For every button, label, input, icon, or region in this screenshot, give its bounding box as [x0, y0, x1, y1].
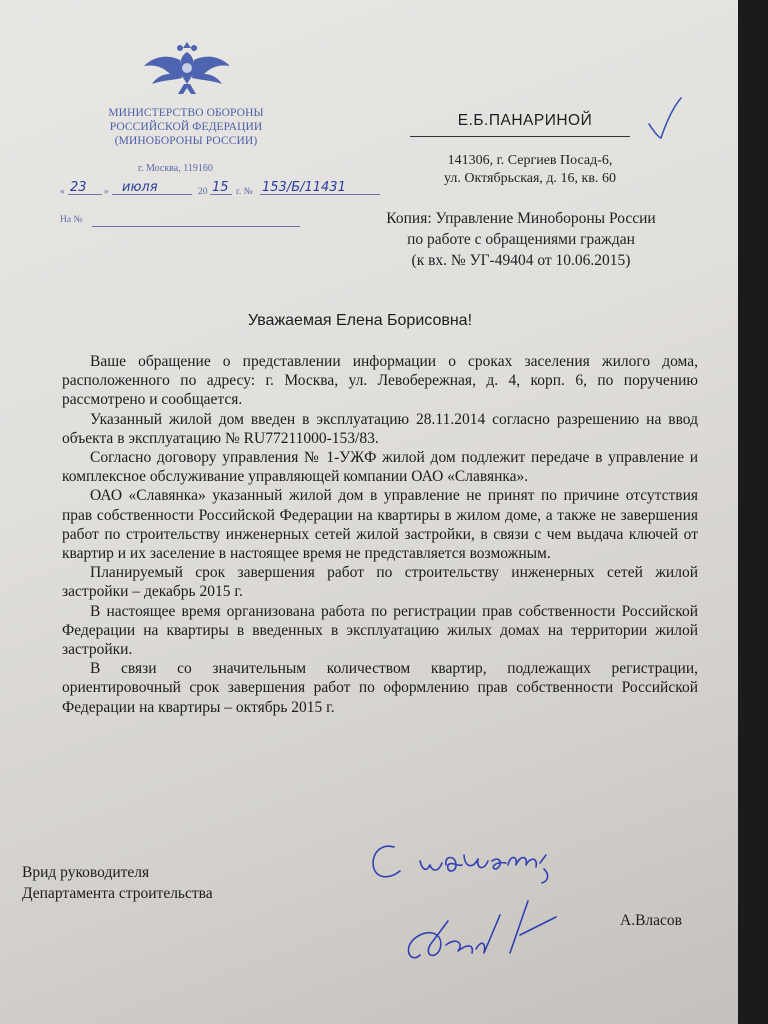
- paragraph-7: В связи со значительным количеством квартир, подлежащих регистрации, ориентировочный срок завершения работ по оформлению прав собственности Российской Федерации на квартиры – октябрь 2015 г.: [62, 660, 698, 716]
- position-line-1: Врид руководителя: [22, 864, 150, 881]
- date-month: июля: [122, 180, 158, 195]
- na-line: [92, 214, 300, 227]
- paragraph-4: ОАО «Славянка» указанный жилой дом в управление не принят по причине отсутствия прав собственности Российской Федерации на квартиры в жилом доме, а также не завершения работ по строительству инженерных сетей жилой застройки, в связи с чем выдача ключей от квартир и их заселение в настоящее время не представляется возможным.: [62, 487, 698, 563]
- paragraph-3: Согласно договору управления № 1-УЖФ жилой дом подлежит передаче в управление и комплексное обслуживание управляющей компании ОАО «Славянка».: [62, 449, 698, 486]
- ministry-header: [86, 106, 286, 148]
- recipient-address: [418, 152, 642, 188]
- copy-line-1: Копия: Управление Минобороны России: [386, 210, 656, 227]
- address-line-1: 141306, г. Сергиев Посад-6,: [447, 153, 613, 168]
- paragraph-5: Планируемый срок завершения работ по строительству инженерных сетей жилой застройки – декабрь 2015 г.: [62, 564, 698, 601]
- paragraph-6: В настоящее время организована работа по регистрации прав собственности Российской Федерации на квартиры в введенных в эксплуатацию жилых домах на территории жилой застройки.: [62, 602, 698, 659]
- greeting: Уважаемая Елена Борисовна!: [247, 312, 473, 329]
- year-prefix: 20: [198, 187, 208, 197]
- paragraph-1: Ваше обращение о представлении информации о сроках заселения жилого дома, расположенного по адресу: г. Москва, ул. Левобережная, д. 4, корп. 6, по поручению рассмотрено и сообщается.: [62, 353, 698, 409]
- recipient-underline: [410, 136, 630, 137]
- signer-name: А.Власов: [620, 912, 682, 929]
- position-line-2: Департамента строительства: [22, 885, 213, 902]
- na-label: На №: [60, 215, 83, 225]
- ministry-city: г. Москва, 119160: [138, 163, 213, 174]
- ministry-line-3: (МИНОБОРОНЫ РОССИИ): [114, 135, 258, 147]
- ministry-line-1: МИНИСТЕРСТВО ОБОРОНЫ: [108, 107, 264, 119]
- year-label: г. №: [236, 187, 253, 197]
- paragraph-2: Указанный жилой дом введен в эксплуатацию 28.11.2014 согласно разрешению на ввод объекта в эксплуатацию № RU77211000-153/83.: [62, 410, 698, 447]
- letter-body: [62, 352, 698, 717]
- copy-line-3: (к вх. № УГ-49404 от 10.06.2015): [411, 252, 631, 269]
- copy-line-2: по работе с обращениями граждан: [407, 231, 635, 248]
- table-background: [738, 0, 768, 1024]
- checkmark-icon: [645, 96, 685, 141]
- copy-block: [352, 208, 690, 271]
- double-headed-eagle-icon: [140, 34, 234, 96]
- recipient-name: Е.Б.ПАНАРИНОЙ: [457, 112, 593, 129]
- address-line-2: ул. Октябрьская, д. 16, кв. 60: [444, 171, 616, 186]
- date-line: « 23 » июля 20 15 г. № 153/Б/11431: [60, 180, 380, 202]
- handwritten-signature: [360, 825, 600, 985]
- signatory-position: [22, 862, 213, 904]
- ministry-line-2: РОССИЙСКОЙ ФЕДЕРАЦИИ: [109, 121, 263, 133]
- outgoing-number: 153/Б/11431: [262, 180, 346, 195]
- date-day: 23: [70, 180, 87, 195]
- year-suffix: 15: [212, 180, 229, 195]
